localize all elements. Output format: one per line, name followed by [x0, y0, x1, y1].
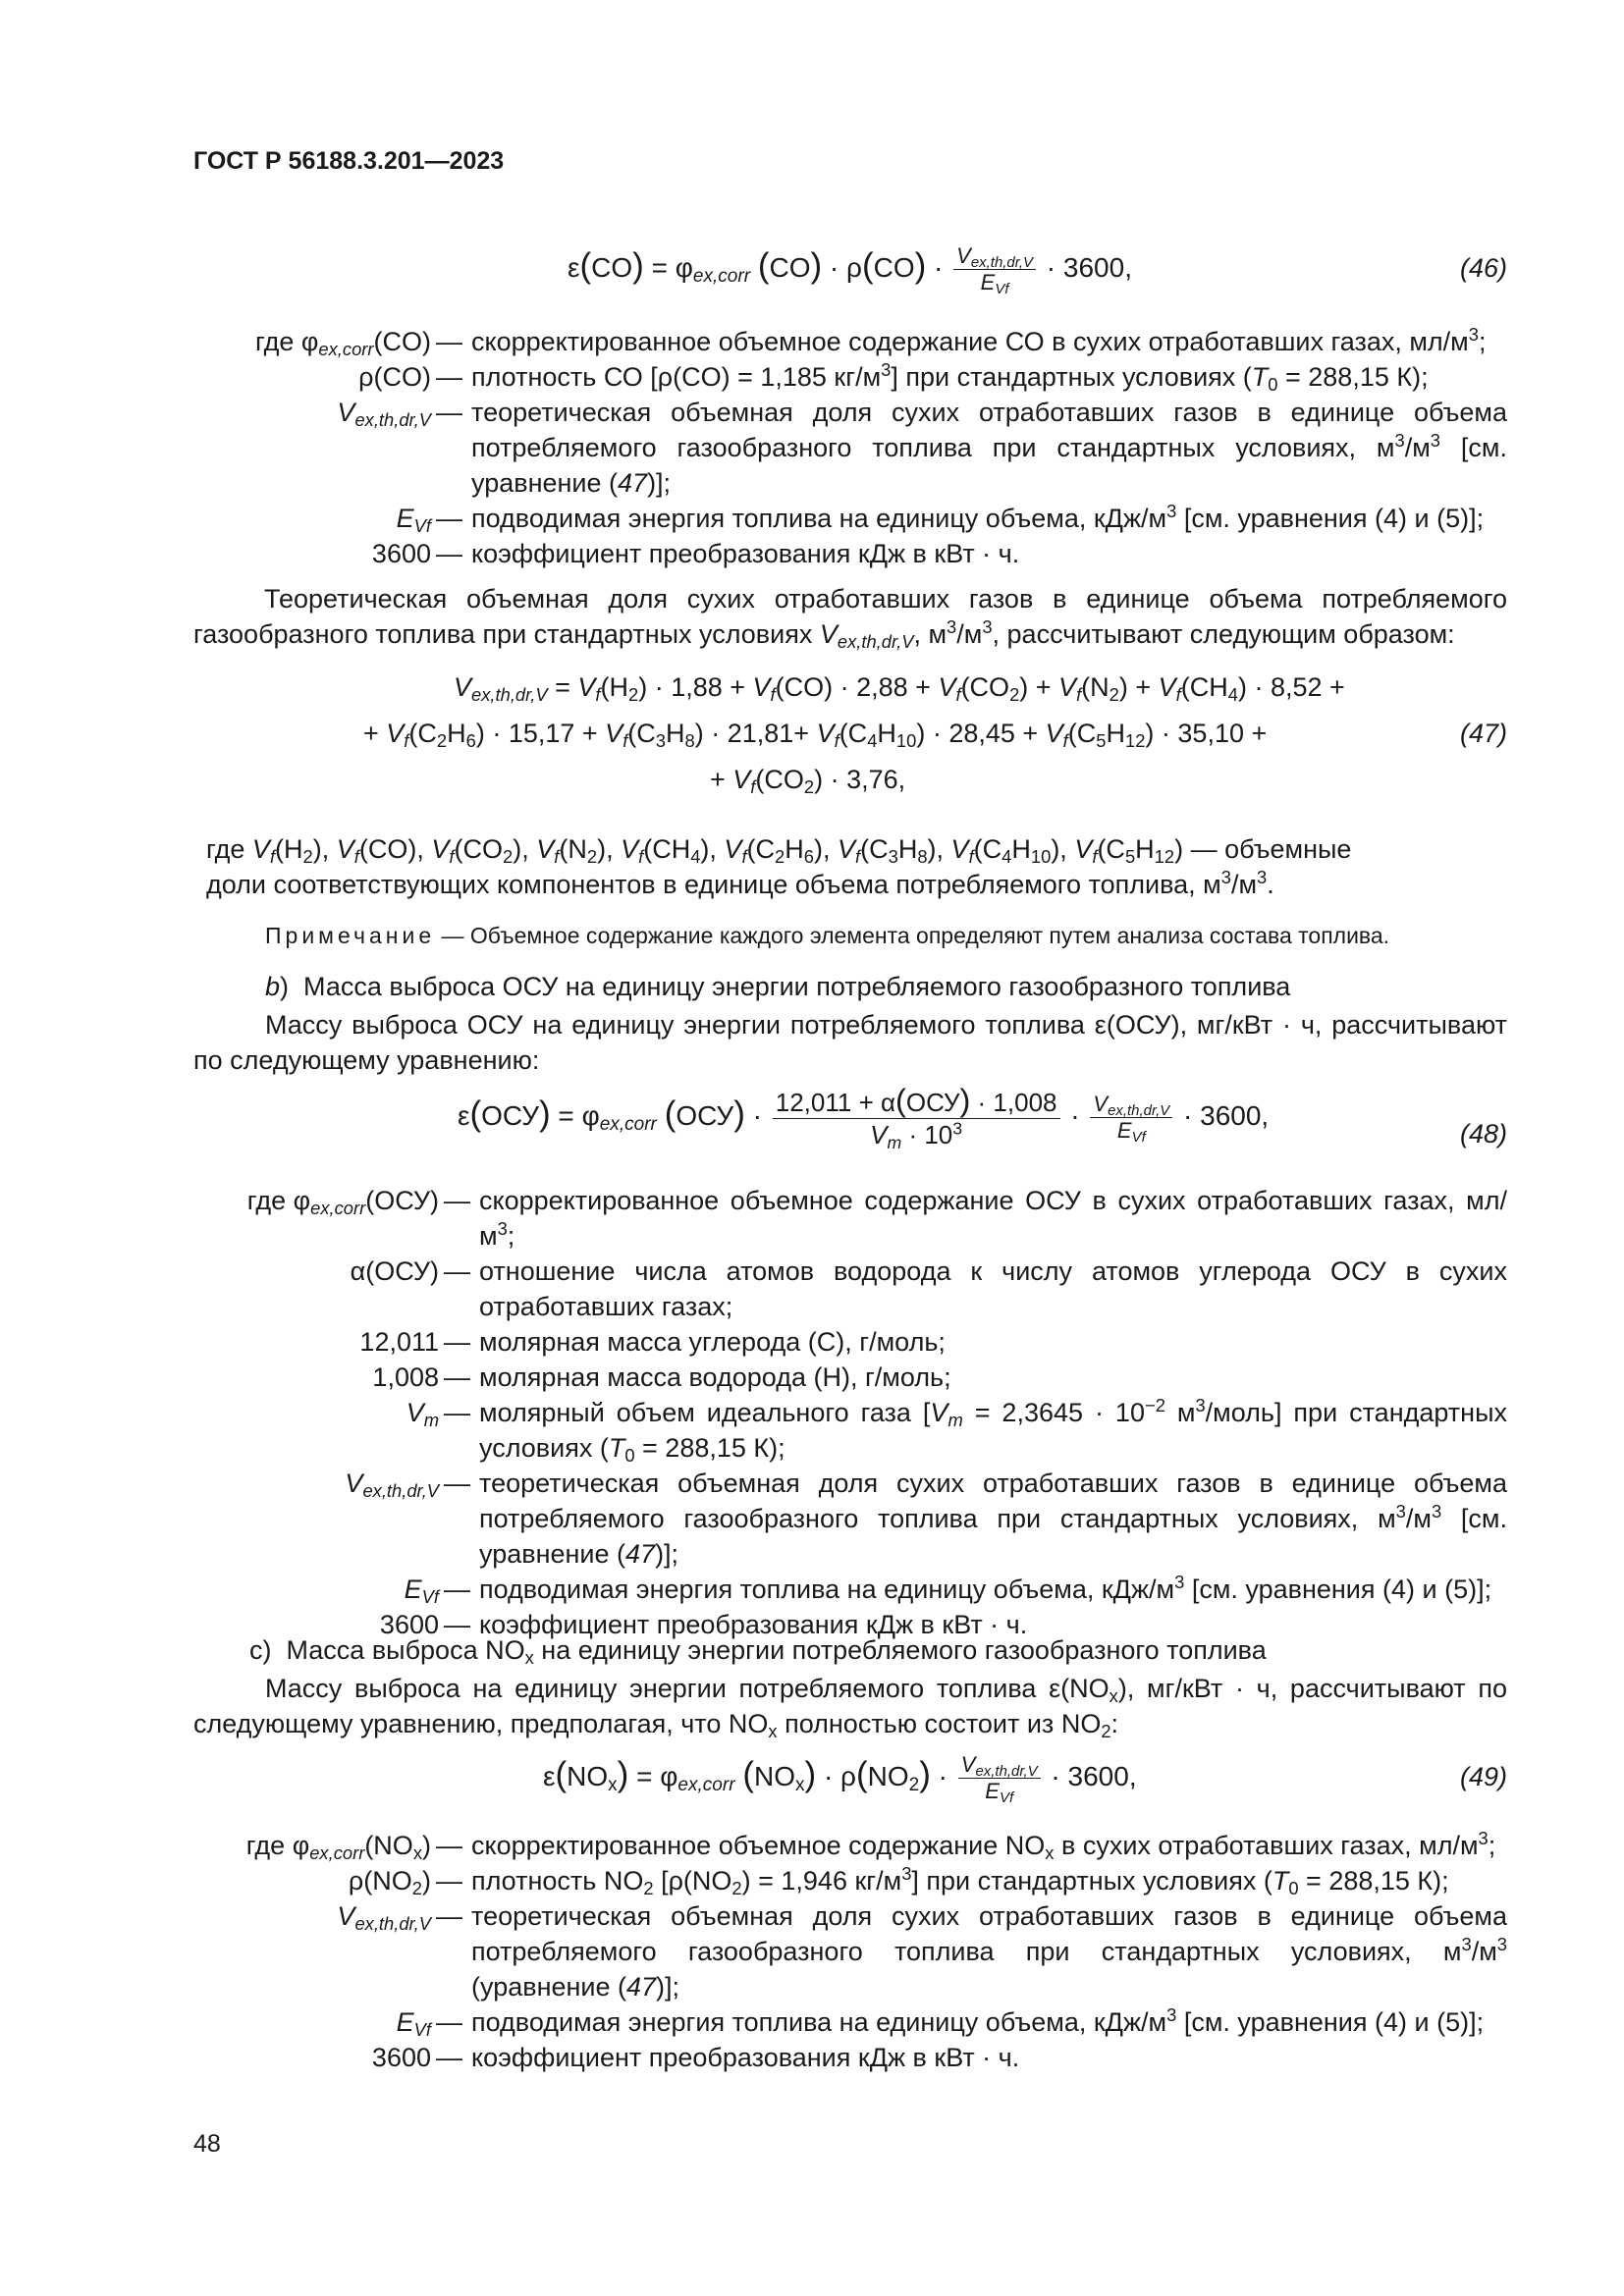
note — [265, 923, 1389, 949]
equation-number-47: (47) — [1459, 719, 1507, 748]
def-row: 12,011 — молярная масса углерода (С), г/моль; — [359, 1327, 946, 1357]
paragraph-nox-intro: Массу выброса на единицу энергии потребляемого топлива $\varepsilon(NO_x)$, мг/кВт · ч, рассчитывают по следующему уравнению, предполагая, что $NO_x$ полностью состоит из $NO_2$: — [193, 1674, 1507, 1742]
def-row: $E_{Vf}$ — подводимая энергия топлива на единицу объема, кДж/$м^3$ [см. уравнения (4) и (5)]; — [396, 500, 1485, 537]
def-row: $V_{ex,th,dr,V}$ — теоретическая объемная доля сухих отработавших газов в единице объема потребляемого газообразного топлива при стандартных условиях, $м^3/м^3$ (уравнение (47)]; — [337, 1901, 1507, 2002]
equation-46: $\varepsilon(CO) = \varphi_{ex,corr}$ (CO) · ρ(CO) · $\frac{V_{ex,th,dr,V}}{E_{Vf}}$ · 3600, — [568, 243, 1132, 298]
def-row: 3600 — коэффициент преобразования кДж в кВт · ч. — [371, 2043, 1020, 2072]
equation-number-46: (46) — [1459, 253, 1507, 283]
equation-47-line-2: + $V_f(C_2H_6) \cdot 15,17 + V_f(C_3H_8) \cdot 21,81+ V_f(C_4H_{10}) \cdot 28,45 + V_f(C_5H_{12}) \cdot 35,10$ + — [363, 719, 1268, 752]
def-row: где $\varphi_{ex,corr}(ОСУ)$ — скорректированное объемное содержание ОСУ в сухих отработавших газах, $мл/м^3$; — [246, 1186, 1507, 1251]
def-row: $V_{ex,th,dr,V}$ — теоретическая объемная доля сухих отработавших газов в единице объема потребляемого газообразного топлива при стандартных условиях, $м^3/м^3$ [см. уравнение (47)]; — [337, 398, 1507, 498]
definitions-49 — [193, 1828, 1507, 2075]
def-row: α(ОСУ) — отношение числа атомов водорода к числу атомов углерода ОСУ в сухих отработавших газах; — [350, 1256, 1507, 1321]
equation-47-line-1: $V_{ex,th,dr,V} = V_f(H_2) \cdot 1,88 + V_f(CO) \cdot 2,88 + V_f(CO_2) + V_f(N_2) + V_f(CH_4) \cdot 8,52$ + — [454, 672, 1345, 706]
definitions-46 — [193, 324, 1507, 571]
fraction: $\frac{V_{ex,th,dr,V}}{E_{Vf}}$ — [1090, 1092, 1172, 1144]
def-row: $V_{ex,th,dr,V}$ — теоретическая объемная доля сухих отработавших газов в единице объема потребляемого газообразного топлива при стандартных условиях, $м^3/м^3$ [см. уравнение (47)]; — [345, 1468, 1507, 1569]
def-row: $E_{Vf}$ — подводимая энергия топлива на единицу объема, кДж/$м^3$ [см. уравнения (4) и (5)]; — [404, 1571, 1492, 1608]
paragraph-components-line-2: доли соответствующих компонентов в единице объема потребляемого топлива, $м^3/м^3$. — [206, 866, 1274, 899]
def-row: $E_{Vf}$ — подводимая энергия топлива на единицу объема, кДж/$м^3$ [см. уравнения (4) и (5)]; — [396, 2003, 1485, 2041]
fraction: $\frac{\text{12,011 + α(ОСУ) · 1,008}}{V_m \cdot 10^3}$ — [773, 1085, 1060, 1150]
def-row: ρ(CO) — плотность СО [ρ(CO) = 1,185 $кг/м^3$] при стандартных условиях ($T_0 = 288,15$ К); — [358, 358, 1429, 396]
paragraph-components-line-1: где $V_f(H_2)$, $V_f(CO)$, $V_f(CO_2)$, $V_f(N_2)$, $V_f(CH_4)$, $V_f(C_2H_6)$, $V_f(C_3H_8)$, $V_f(C_4H_{10})$, $V_f(C_5H_{12})$ — объемные — [206, 834, 1352, 868]
item-c: с) Масса выброса $NO_x$ на единицу энергии потребляемого газообразного топлива — [249, 1635, 1267, 1669]
document-header: ГОСТ Р 56188.3.201—2023 — [193, 147, 505, 175]
def-row: 1,008 — молярная масса водорода (Н), г/моль; — [372, 1362, 951, 1392]
equation-number-48: (48) — [1459, 1119, 1507, 1148]
paragraph-vex-intro: Теоретическая объемная доля сухих отработавших газов в единице объема потребляемого газообразного топлива при стандартных условиях $V_{ex,th,dr,V}$, $м^3/м^3$, рассчитывают следующим образом: — [193, 584, 1507, 653]
def-row: 3600 — коэффициент преобразования кДж в кВт · ч. — [371, 539, 1020, 568]
equation-48: $\varepsilon(ОСУ) = \varphi_{ex,corr}$ (ОСУ) · $\frac{\text{12,011 + α(ОСУ) · 1,008}}{V_m \cdot 10^3}$ · $\frac{V_{ex,th,dr,V}}{E_{Vf}}$ · 3600, — [458, 1083, 1270, 1152]
page-number: 48 — [193, 2130, 221, 2158]
fraction: $\frac{V_{ex,th,dr,V}}{E_{Vf}}$ — [958, 1752, 1041, 1804]
def-row: 3600 — коэффициент преобразования кДж в кВт · ч. — [379, 1610, 1028, 1639]
def-row: где $\varphi_{ex,corr}(CO)$ — скорректированное объемное содержание СО в сухих отработавших газах, $мл/м^3$; — [254, 323, 1487, 360]
def-row: где $\varphi_{ex,corr}(NO_x)$ — скорректированное объемное содержание $NO_x$ в сухих отработавших газах, $мл/м^3$; — [245, 1827, 1496, 1864]
item-b: b) Масса выброса ОСУ на единицу энергии потребляемого газообразного топлива — [265, 972, 1291, 1001]
paragraph-osu-intro: Массу выброса ОСУ на единицу энергии потребляемого топлива ε(ОСУ), мг/кВт · ч, рассчитывают по следующему уравнению: — [193, 1010, 1507, 1075]
note-label: Примечание — [265, 923, 436, 948]
equation-number-49: (49) — [1459, 1762, 1507, 1791]
equation-49: $\varepsilon(NO_x) = \varphi_{ex,corr}$ $(NO_x) \cdot \rho(NO_2)$ · $\frac{V_{ex,th,dr,V}}{E_{Vf}}$ · 3600, — [543, 1752, 1137, 1807]
equation-47-line-3: + $V_f(CO_2) \cdot 3,76$, — [710, 765, 906, 798]
fraction: $\frac{V_{ex,th,dr,V}}{E_{Vf}}$ — [953, 243, 1036, 295]
note-text: — Объемное содержание каждого элемента определяют путем анализа состава топлива. — [435, 923, 1390, 948]
def-row: $\rho(NO_2)$ — плотность $NO_2$ [$\rho(NO_2) = 1,946$ $кг/м^3$] при стандартных условиях ($T_0 = 288,15$ К); — [348, 1862, 1449, 1899]
def-row: $V_m$ — молярный объем идеального газа [$V_m = 2,3645 \cdot 10^{-2}$ $м^3/моль$] при стандартных условиях ($T_0 = 288,15$ К); — [406, 1394, 1507, 1467]
definitions-48 — [193, 1183, 1507, 1642]
